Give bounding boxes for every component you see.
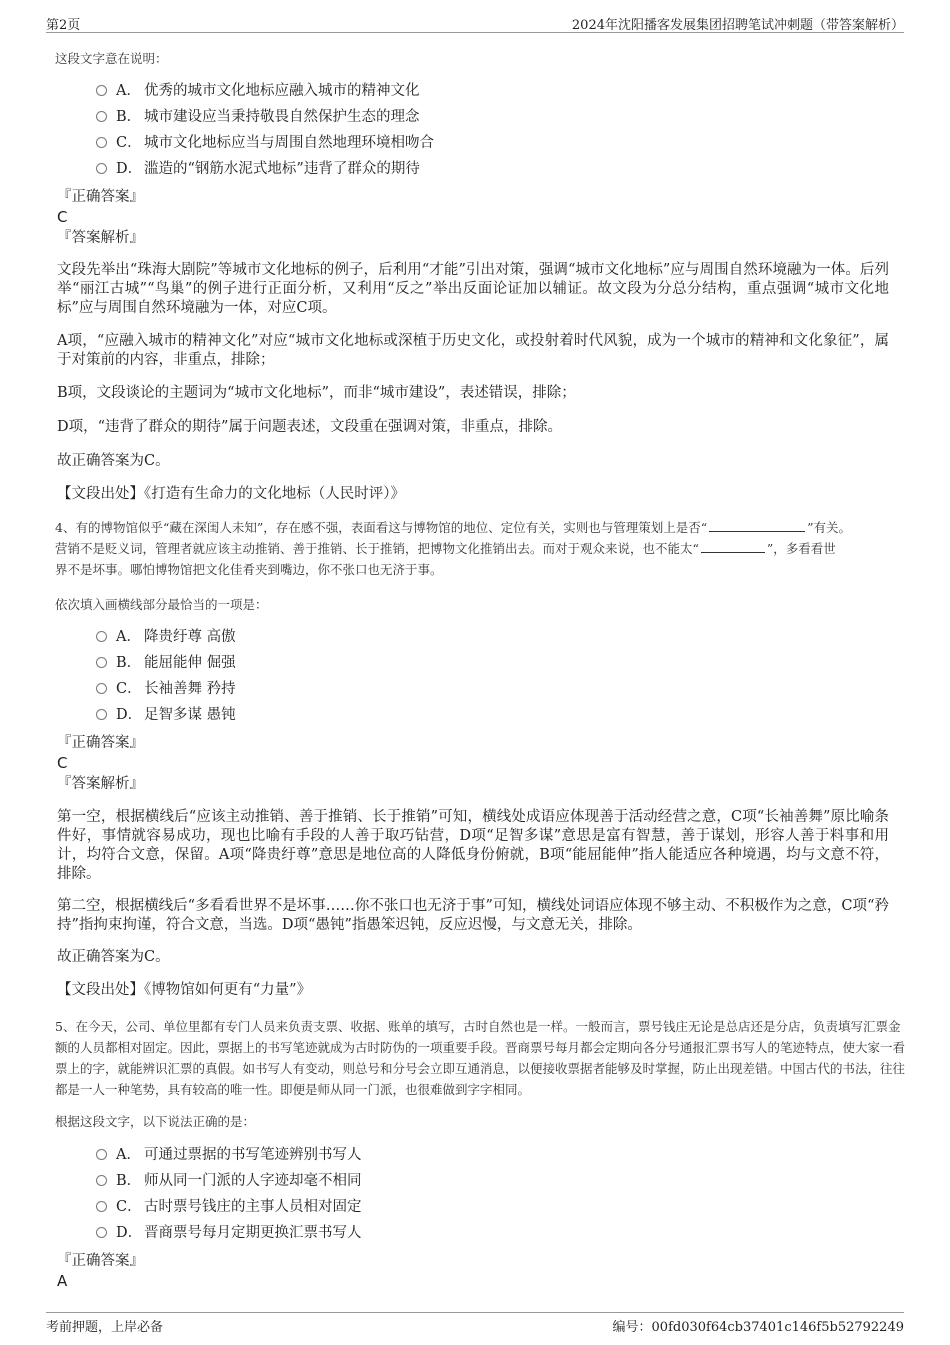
analysis-paragraph: 第二空，根据横线后“多看看世界不是坏事……你不张口也无济于事”可知，横线处词语应体现不够主动、不积极作为之意，C项“矜持”指拘束拘谨，符合文意，当选。D项“愚钝”指愚笨迟钝，反应迟慢，与文意无关，排除。 xyxy=(57,898,889,933)
analysis-paragraph: 文段先举出“珠海大剧院”等城市文化地标的例子，后利用“才能”引出对策，强调“城市文化地标”应与周围自然环境融为一体。后列举“丽江古城”“鸟巢”的例子进行正面分析，又利用“反之”举出反面论证加以辅证。故文段为分总分结构，重点强调“城市文化地标”应与周围自然环境融为一体，对应C项。 xyxy=(57,262,889,316)
radio-icon[interactable] xyxy=(96,1227,107,1238)
page-number: 第2页 xyxy=(46,18,81,33)
footer-slogan: 考前押题，上岸必备 xyxy=(46,1320,164,1335)
radio-icon[interactable] xyxy=(96,709,107,720)
page-footer xyxy=(46,1312,904,1337)
answer-value: C xyxy=(57,754,68,772)
q4-prompt: 依次填入画横线部分最恰当的一项是： xyxy=(55,597,268,612)
q5-prompt: 根据这段文字，以下说法正确的是： xyxy=(55,1114,256,1129)
radio-icon[interactable] xyxy=(96,683,107,694)
analysis-label: 『答案解析』 xyxy=(57,776,144,792)
radio-icon[interactable] xyxy=(96,111,107,122)
q4-stem: 4、有的博物馆似乎“藏在深闺人未知”，存在感不强，表面看这与博物馆的地位、定位有关，实则也与管理策划上是否“ ”有关。 营销不是贬义词，管理者就应该主动推销、善于推销、长于推销，把博物文化推销出去。而对于观众来说，也不能太“ ”，多看看世 界不是坏事。哪怕博物馆把文化佳肴夹到嘴边，你不张口也无济于事。 xyxy=(55,520,852,577)
q5-option-a[interactable]: A． 可通过票据的书写笔迹辨别书写人 xyxy=(96,1144,362,1166)
document-code: 编号：00fd030f64cb37401c146f5b52792249 xyxy=(612,1320,904,1335)
q3-option-c[interactable]: C． 城市文化地标应当与周围自然地理环境相吻合 xyxy=(96,132,434,154)
radio-icon[interactable] xyxy=(96,657,107,668)
answer-label: 『正确答案』 xyxy=(57,735,144,751)
q4-option-c[interactable]: C． 长袖善舞 矜持 xyxy=(96,678,236,700)
radio-icon[interactable] xyxy=(96,137,107,148)
analysis-paragraph: 故正确答案为C。 xyxy=(57,949,170,965)
document-title: 2024年沈阳播客发展集团招聘笔试冲刺题（带答案解析） xyxy=(571,18,904,33)
radio-icon[interactable] xyxy=(96,163,107,174)
q5-option-c[interactable]: C． 古时票号钱庄的主事人员相对固定 xyxy=(96,1196,362,1218)
answer-label: 『正确答案』 xyxy=(57,1253,144,1269)
analysis-label: 『答案解析』 xyxy=(57,230,144,246)
q4-option-a[interactable]: A． 降贵纡尊 高傲 xyxy=(96,626,236,648)
q3-option-a[interactable]: A． 优秀的城市文化地标应融入城市的精神文化 xyxy=(96,80,420,102)
answer-value: A xyxy=(57,1272,68,1290)
analysis-paragraph: B项，文段谈论的主题词为“城市文化地标”，而非“城市建设”，表述错误，排除； xyxy=(57,385,576,401)
analysis-paragraph: 故正确答案为C。 xyxy=(57,453,170,469)
q3-option-b[interactable]: B． 城市建设应当秉持敬畏自然保护生态的理念 xyxy=(96,106,420,128)
analysis-paragraph: 第一空，根据横线后“应该主动推销、善于推销、长于推销”可知，横线处成语应体现善于活动经营之意，C项“长袖善舞”原比喻条件好，事情就容易成功，现也比喻有手段的人善于取巧钻营，D项“足智多谋”意思是富有智慧，善于谋划，形容人善于料事和用计，均符合文意，保留。A项“降贵纡尊”意思是地位高的人降低身份俯就，B项“能屈能伸”指人能适应各种境遇，均与文意不符，排除。 xyxy=(57,809,889,882)
radio-icon[interactable] xyxy=(96,85,107,96)
q5-option-d[interactable]: D． 晋商票号每月定期更换汇票书写人 xyxy=(96,1222,362,1244)
answer-value: C xyxy=(57,208,68,226)
q5-option-b[interactable]: B． 师从同一门派的人字迹却毫不相同 xyxy=(96,1170,362,1192)
page-header xyxy=(46,12,904,33)
source-citation: 【文段出处】《博物馆如何更有“力量”》 xyxy=(57,982,312,998)
q4-option-d[interactable]: D． 足智多谋 愚钝 xyxy=(96,704,236,726)
radio-icon[interactable] xyxy=(96,1149,107,1160)
blank-line xyxy=(701,540,765,553)
radio-icon[interactable] xyxy=(96,1201,107,1212)
q3-option-d[interactable]: D． 滥造的“钢筋水泥式地标”违背了群众的期待 xyxy=(96,158,420,180)
blank-line xyxy=(709,519,805,532)
q3-stem: 这段文字意在说明： xyxy=(55,51,168,66)
analysis-paragraph: D项，“违背了群众的期待”属于问题表述，文段重在强调对策，非重点，排除。 xyxy=(57,419,562,435)
source-citation: 【文段出处】《打造有生命力的文化地标（人民时评）》 xyxy=(57,486,405,502)
q5-stem: 5、在今天，公司、单位里都有专门人员来负责支票、收据、账单的填写，古时自然也是一样。一般而言，票号钱庄无论是总店还是分店，负责填写汇票金额的人员都相对固定。因此，票据上的书写笔迹就成为古时防伪的一项重要手段。晋商票号每月都会定期向各分号通报汇票书写人的笔迹特点，使大家一看票上的字，就能辨识汇票的真假。如书写人有变动，则总号和分号会立即互通消息，以便接收票据者能够及时掌握，防止出现差错。中国古代的书法，往往都是一人一种笔势，具有较高的唯一性。即便是师从同一门派，也很难做到字字相同。 xyxy=(55,1019,906,1097)
analysis-paragraph: A项，“应融入城市的精神文化”对应“城市文化地标或深植于历史文化，或投射着时代风貌，成为一个城市的精神和文化象征”，属于对策前的内容，非重点，排除； xyxy=(57,333,889,368)
q4-option-b[interactable]: B． 能屈能伸 倔强 xyxy=(96,652,236,674)
answer-label: 『正确答案』 xyxy=(57,189,144,205)
radio-icon[interactable] xyxy=(96,1175,107,1186)
radio-icon[interactable] xyxy=(96,631,107,642)
